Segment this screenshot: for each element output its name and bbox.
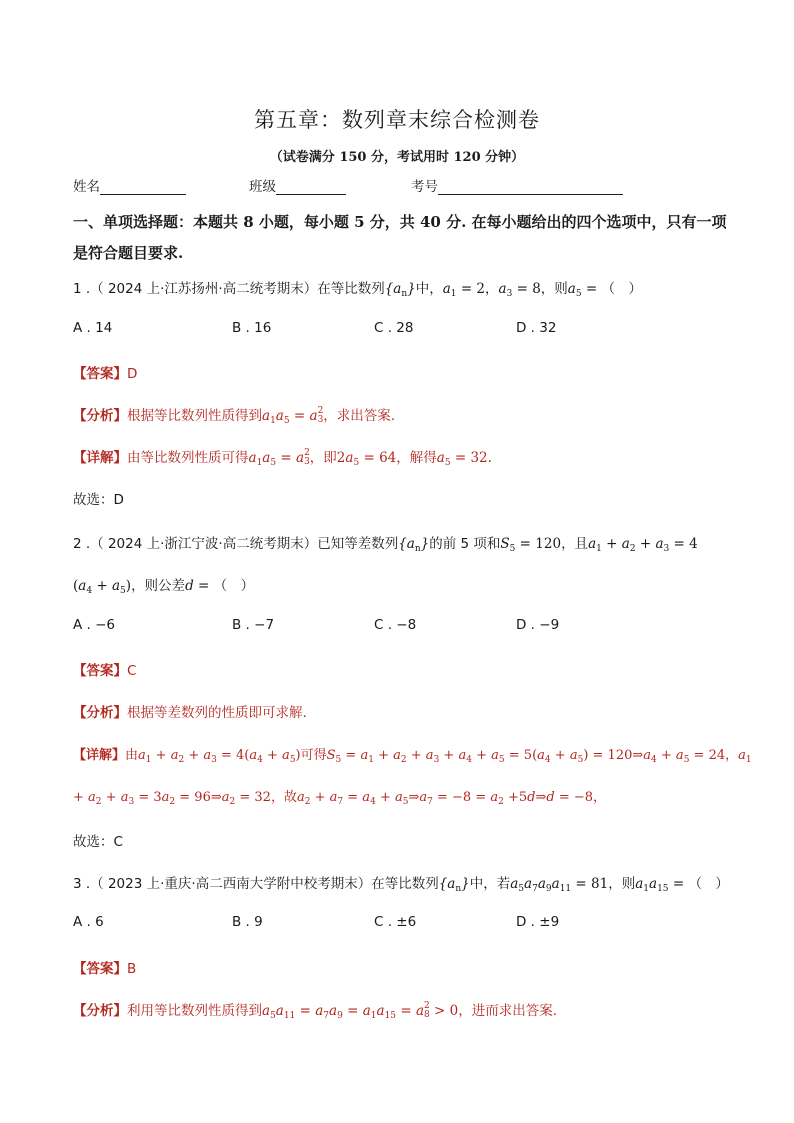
q1-mid: 中， <box>415 281 443 297</box>
q1-blank: （ ） <box>601 281 642 297</box>
q3-option-d[interactable]: D . ±9 <box>516 914 560 930</box>
q3-stem: 3 .（ 2023 上·重庆·高二西南大学附中校考期末）在等比数列$\{a_n\}$中，若$a_5a_7a_9a_{11} = 81$，则$a_1a_{15}$ = （ ） <box>73 876 729 894</box>
number-blank[interactable] <box>438 180 623 195</box>
q1-detail: 【详解】由等比数列性质可得$a_1a_5 = a2$ 3，即$2a_5 = 64$，解得$a_5 = 32$. <box>73 448 492 468</box>
q3-answer: 【答案】B <box>73 961 137 977</box>
q2-stem-line2: $(a_4 + a_5)$，则公差d = （ ） <box>73 578 255 596</box>
class-label: 班级 <box>249 179 276 195</box>
number-label: 考号 <box>411 179 438 195</box>
q2-option-b[interactable]: B . −7 <box>232 617 275 633</box>
q1-conclusion: 故选：D <box>73 492 124 508</box>
page-title: 第五章：数列章末综合检测卷 <box>254 108 540 132</box>
q2-option-d[interactable]: D . −9 <box>516 617 560 633</box>
q2-conclusion: 故选：C <box>73 834 123 850</box>
q2-stem: 2 .（ 2024 上·浙江宁波·高二统考期末）已知等差数列$\{a_n\}$的前 5 项和$S_5 = 120$，且$a_1 + a_2 + a_3 = 4$ <box>73 536 698 554</box>
name-blank[interactable] <box>100 180 186 195</box>
page-subtitle: （试卷满分 150 分，考试用时 120 分钟） <box>269 150 525 165</box>
q1-option-b[interactable]: B . 16 <box>232 320 272 336</box>
q1-option-d[interactable]: D . 32 <box>516 320 557 336</box>
class-field[interactable] <box>249 175 346 195</box>
q3-option-a[interactable]: A . 6 <box>73 914 104 930</box>
q1-option-c[interactable]: C . 28 <box>374 320 414 336</box>
q3-option-c[interactable]: C . ±6 <box>374 914 417 930</box>
section-heading: 一、单项选择题：本题共 8 小题，每小题 5 分，共 40 分. 在每小题给出的四个选项中，只有一项是符合题目要求. <box>73 213 727 262</box>
q1-suffix: ，则 <box>540 281 568 297</box>
q3-analysis: 【分析】利用等比数列性质得到$a_5a_{11} = a_7a_9 = a_1a_{15} = a2$ 8 > 0，进而求出答案. <box>73 1001 558 1021</box>
q2-analysis: 【分析】根据等差数列的性质即可求解. <box>73 705 307 721</box>
name-field[interactable] <box>73 175 186 195</box>
q1-option-a[interactable]: A . 14 <box>73 320 113 336</box>
q1-prefix: 1 .（ 2024 上·江苏扬州·高二统考期末）在等比数列 <box>73 281 385 297</box>
q1-answer: 【答案】D <box>73 366 138 382</box>
q3-option-b[interactable]: B . 9 <box>232 914 263 930</box>
q1-stem: 1 .（ 2024 上·江苏扬州·高二统考期末）在等比数列$\{a_n\}$中，$a_1 = 2$，$a_3 = 8$，则$a_5$ = （ ） <box>73 281 642 299</box>
class-blank[interactable] <box>276 180 346 195</box>
q2-option-a[interactable]: A . −6 <box>73 617 116 633</box>
q2-detail-line2: + $a_2 + a_3 = 3a_2$ = $96\Rightarrow a_2 = 32$，故$a_2 + a_7 = a_4$ + $a_5\Rightarrow a_7 = -8 = a_2$ +5d⇒d = −8， <box>73 790 607 807</box>
q2-option-c[interactable]: C . −8 <box>374 617 417 633</box>
q2-detail: 【详解】由$a_1 + a_2 + a_3 = 4(a_4 + a_5)$可得$S_5 = a_1 + a_2 + a_3 + a_4 + a_5 = 5(a_4 + a_5)$ = $120\Rightarrow a_4 + a_5 = 24$，$a_1$ <box>73 748 752 765</box>
q1-analysis: 【分析】根据等比数列性质得到$a_1a_5 = a2$ 3，求出答案. <box>73 406 396 426</box>
q2-answer: 【答案】C <box>73 663 137 679</box>
name-label: 姓名 <box>73 179 100 195</box>
number-field[interactable] <box>411 175 623 195</box>
